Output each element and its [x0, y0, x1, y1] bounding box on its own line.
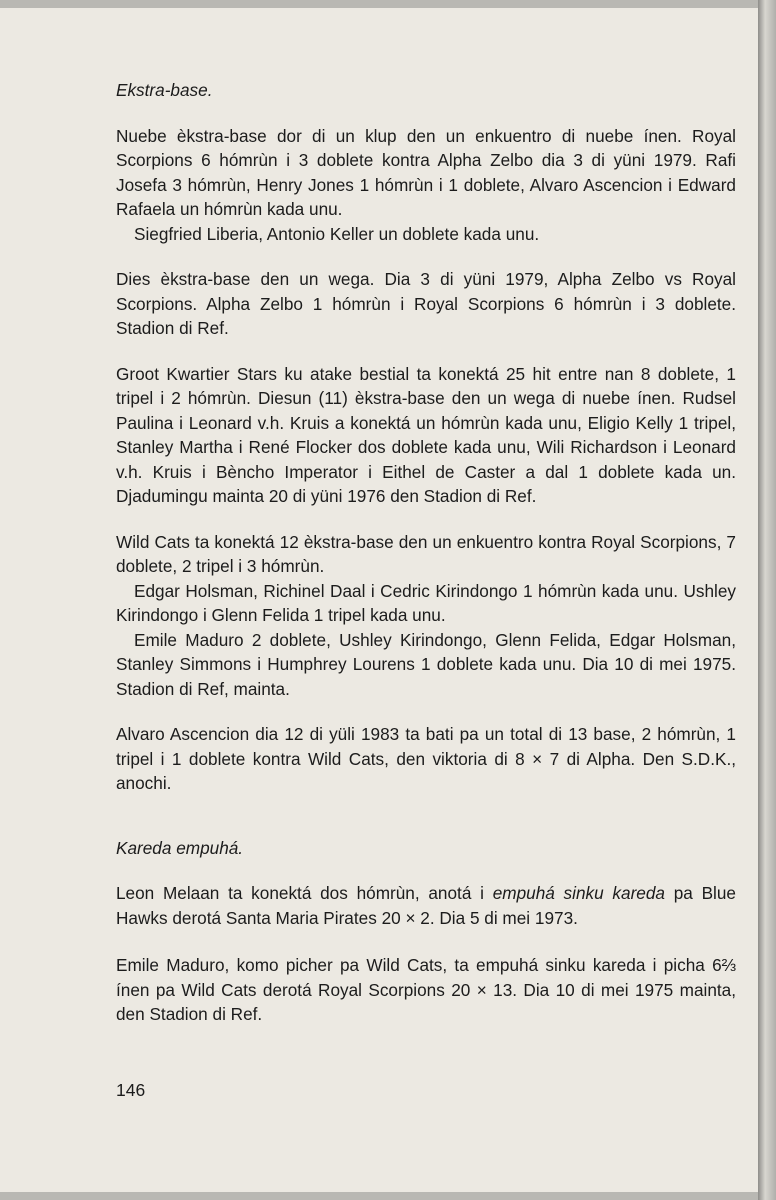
paragraph-text: pa Blue Hawks derotá Santa Maria Pirates 20 × 2. Dia 5 di mei 1973.	[116, 883, 736, 928]
paragraph: Siegfried Liberia, Antonio Keller un doblete kada unu.	[134, 223, 540, 244]
page-number: 146	[116, 1080, 146, 1100]
paragraph: Groot Kwartier Stars ku atake bestial ta konektá 25 hit entre nan 8 doblete, 1 tripel i 2 hómrùn. Diesun (11) èkstra-base den un wega di nuebe ínen. Rudsel Paulina i Leonard v.h. Kruis a konektá un hómrùn kada unu, Eligio Kelly 1 tripel, Stanley Martha i René Flocker dos doblete kada unu, Wili Richardson i Leonard v.h. Kruis i Bèncho Imperator i Eithel de Caster a dal 1 doblete kada un. Djadumingu mainta 20 di yüni 1976 den Stadion di Ref.	[116, 363, 736, 506]
paragraph-italic-text: empuhá sinku kareda	[492, 883, 665, 903]
paragraph: Nuebe èkstra-base dor di un klup den un enkuentro di nuebe ínen. Royal Scorpions 6 hómrùn i 3 doblete kontra Alpha Zelbo dia 3 di yüni 1979. Rafi Josefa 3 hómrùn, Henry Jones 1 hómrùn i 1 doblete, Alvaro Ascencion i Edward Rafaela un hómrùn kada unu.	[116, 125, 736, 219]
page-text	[116, 78, 736, 1027]
paragraph: Emile Maduro 2 doblete, Ushley Kirindongo, Glenn Felida, Edgar Holsman, Stanley Simmons i Humphrey Lourens 1 doblete kada unu. Dia 10 di mei 1975. Stadion di Ref, mainta.	[116, 629, 736, 699]
paragraph	[116, 881, 736, 930]
page-edge	[758, 0, 776, 1200]
section-heading-kareda-empuha: Kareda empuhá.	[116, 837, 244, 858]
book-page	[0, 8, 759, 1192]
paragraph: Edgar Holsman, Richinel Daal i Cedric Kirindongo 1 hómrùn kada unu. Ushley Kirindongo i Glenn Felida 1 tripel kada unu.	[116, 580, 736, 625]
paragraph: Emile Maduro, komo picher pa Wild Cats, ta empuhá sinku kareda i picha 6⅔ ínen pa Wild Cats derotá Royal Scorpions 20 × 13. Dia 10 di mei 1975 mainta, den Stadion di Ref.	[116, 955, 736, 1024]
paragraph: Alvaro Ascencion dia 12 di yüli 1983 ta bati pa un total di 13 base, 2 hómrùn, 1 tripel i 1 doblete kontra Wild Cats, den viktoria di 8 × 7 di Alpha. Den S.D.K., anochi.	[116, 724, 736, 793]
paragraph: Dies èkstra-base den un wega. Dia 3 di yüni 1979, Alpha Zelbo vs Royal Scorpions. Alpha Zelbo 1 hómrùn i Royal Scorpions 6 hómrùn i 3 doblete. Stadion di Ref.	[116, 269, 736, 338]
paragraph: Wild Cats ta konektá 12 èkstra-base den un enkuentro kontra Royal Scorpions, 7 doblete, 2 tripel i 3 hómrùn.	[116, 531, 736, 576]
section-heading-ekstra-base: Ekstra-base.	[116, 80, 213, 100]
paragraph-text: Leon Melaan ta konektá dos hómrùn, anotá i	[116, 883, 493, 903]
